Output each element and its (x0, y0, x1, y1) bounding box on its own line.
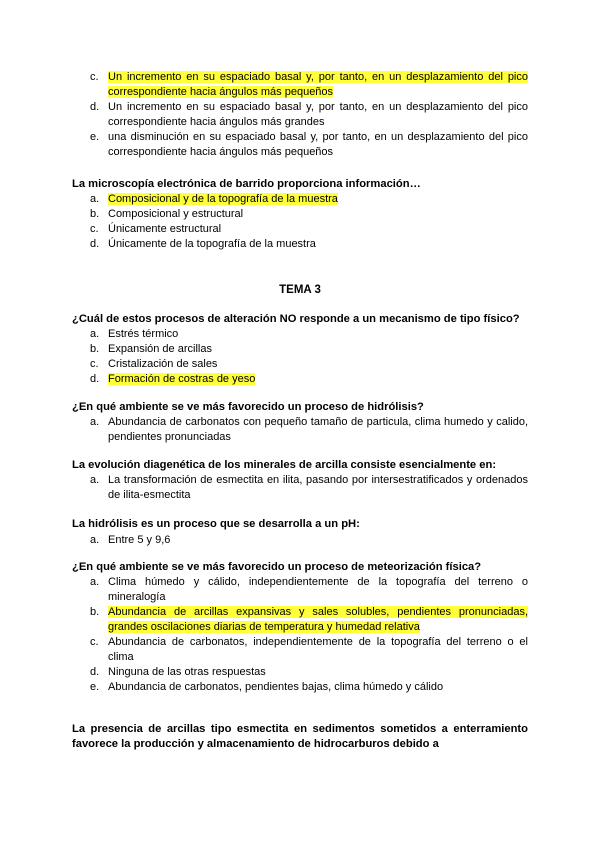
option-text: Un incremento en su espaciado basal y, por tanto, en un desplazamiento del pico correspondiente hacia ángulos más grandes (108, 101, 528, 128)
option-list (72, 327, 528, 387)
answer-option (72, 415, 528, 445)
option-letter: a. (90, 193, 100, 205)
answer-option (72, 222, 528, 237)
option-text: Entre 5 y 9,6 (108, 534, 171, 546)
answer-option (72, 473, 528, 503)
option-list (72, 473, 528, 503)
answer-option (72, 680, 528, 695)
answer-highlight (108, 193, 338, 205)
option-text: Abundancia de carbonatos, pendientes bajas, clima húmedo y cálido (108, 681, 444, 693)
question-text: ¿Cuál de estos procesos de alteración NO responde a un mecanismo de tipo físico? (72, 313, 520, 325)
option-letter: d. (90, 101, 100, 113)
option-list (72, 533, 528, 548)
option-text: La transformación de esmectita en ilita, pasando por intersestratificados y ordenados de ilita-esmectita (108, 474, 528, 501)
answer-option (72, 192, 528, 207)
option-text: Composicional y estructural (108, 208, 244, 220)
option-letter: a. (90, 474, 100, 486)
answer-option (72, 665, 528, 680)
option-list (72, 575, 528, 695)
option-letter: a. (90, 416, 100, 428)
option-text: Abundancia de carbonatos con pequeño tamaño de particula, clima humedo y calido, pendientes pronunciadas (108, 416, 528, 443)
answer-option (72, 130, 528, 160)
section-title: TEMA 3 (279, 284, 321, 296)
answer-option (72, 342, 528, 357)
answer-option (72, 207, 528, 222)
highlighted-answer-text: Un incremento en su espaciado basal y, por tanto, en un desplazamiento del pico correspondiente hacia ángulos más pequeños (108, 71, 528, 98)
question-text: La presencia de arcillas tipo esmectita en sedimentos sometidos a enterramiento favorece la producción y almacenamiento de hidrocarburos debido a (72, 723, 528, 750)
answer-option (72, 237, 528, 252)
option-text: Únicamente de la topografía de la muestra (108, 238, 316, 250)
option-letter: c. (90, 636, 99, 648)
answer-option (72, 605, 528, 635)
answer-highlight (108, 71, 528, 98)
option-list (72, 70, 528, 160)
question-text: La hidrólisis es un proceso que se desarrolla a un pH: (72, 518, 360, 530)
option-letter: c. (90, 71, 99, 83)
option-letter: e. (90, 681, 100, 693)
option-list (72, 192, 528, 252)
option-letter: a. (90, 534, 100, 546)
option-text: Estrés térmico (108, 328, 179, 340)
option-letter: d. (90, 238, 100, 250)
option-text: una disminución en su espaciado basal y, por tanto, en un desplazamiento del pico correspondiente hacia ángulos más pequeños (108, 131, 528, 158)
option-letter: e. (90, 131, 100, 143)
answer-highlight (108, 373, 255, 385)
option-letter: d. (90, 666, 100, 678)
answer-highlight (108, 606, 528, 633)
question-text: La microscopía electrónica de barrido proporciona información… (72, 178, 421, 190)
answer-option (72, 357, 528, 372)
answer-option (72, 575, 528, 605)
option-letter: c. (90, 358, 99, 370)
answer-option (72, 100, 528, 130)
option-text: Cristalización de sales (108, 358, 218, 370)
option-letter: a. (90, 576, 100, 588)
highlighted-answer-text: Abundancia de arcillas expansivas y sales solubles, pendientes pronunciadas, grandes oscilaciones diarias de temperatura y humedad relativa (108, 606, 528, 633)
option-letter: c. (90, 223, 99, 235)
option-text: Abundancia de carbonatos, independientemente de la topografía del terreno o el clima (108, 636, 528, 663)
answer-option (72, 372, 528, 387)
option-list (72, 415, 528, 445)
highlighted-answer-text: Formación de costras de yeso (108, 373, 256, 385)
question-text: La evolución diagenética de los minerales de arcilla consiste esencialmente en: (72, 459, 497, 471)
option-letter: a. (90, 328, 100, 340)
option-text: Clima húmedo y cálido, independientemente de la topografía del terreno o mineralogía (108, 576, 528, 603)
option-letter: b. (90, 343, 100, 355)
answer-option (72, 533, 528, 548)
option-text: Expansión de arcillas (108, 343, 212, 355)
option-text: Únicamente estructural (108, 223, 222, 235)
answer-option (72, 635, 528, 665)
highlighted-answer-text: Composicional y de la topografía de la muestra (108, 193, 338, 205)
option-letter: b. (90, 606, 100, 618)
option-letter: b. (90, 208, 100, 220)
question-text: ¿En qué ambiente se ve más favorecido un proceso de hidrólisis? (72, 401, 424, 413)
answer-option (72, 327, 528, 342)
question-text: ¿En qué ambiente se ve más favorecido un proceso de meteorización física? (72, 561, 482, 573)
answer-option (72, 70, 528, 100)
option-letter: d. (90, 373, 100, 385)
option-text: Ninguna de las otras respuestas (108, 666, 266, 678)
